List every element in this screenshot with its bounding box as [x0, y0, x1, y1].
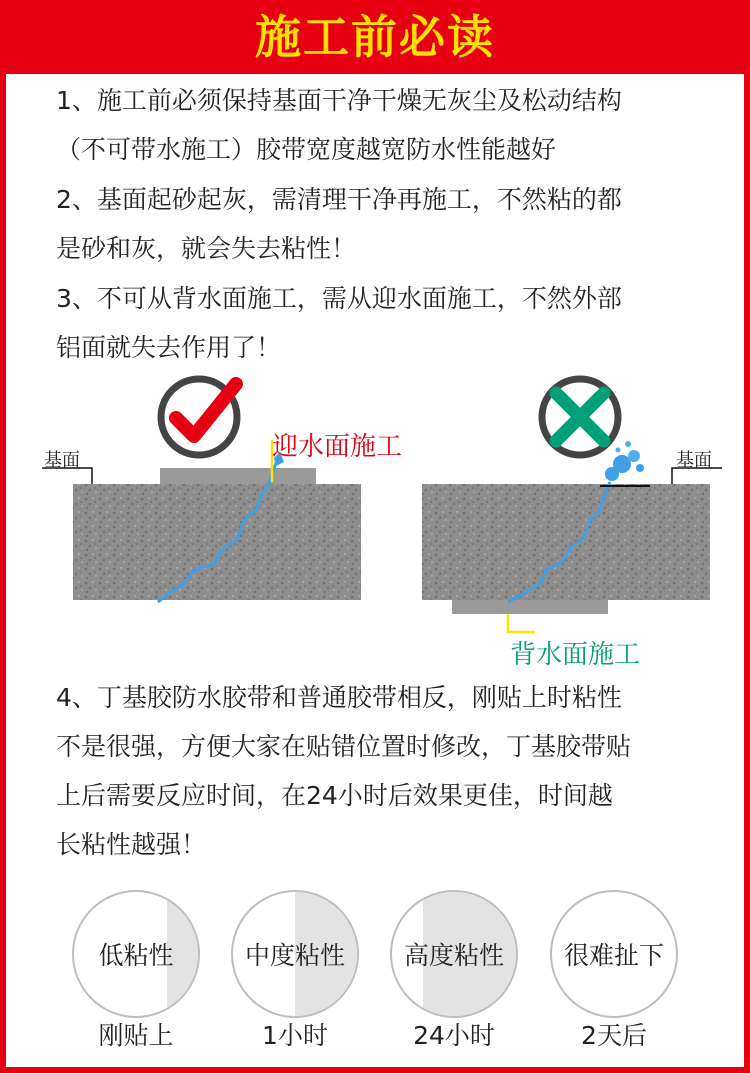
right-method-label: 背水面施工 — [510, 640, 641, 670]
instruction-1-line-2: （不可带水施工）胶带宽度越宽防水性能越好 — [56, 135, 557, 164]
instruction-2 — [56, 175, 706, 273]
stage-label-4: 很难扯下 — [563, 941, 664, 970]
right-water-splash — [605, 441, 644, 481]
stage-label-2: 中度粘性 — [244, 941, 345, 970]
stage-circle-3 — [390, 890, 518, 1018]
instruction-3-line-1: 3、不可从背水面施工，需从迎水面施工，不然外部 — [56, 284, 622, 313]
right-pointer-line — [508, 614, 535, 632]
instruction-4-line-1: 4、丁基胶防水胶带和普通胶带相反，刚贴上时粘性 — [56, 683, 622, 712]
instruction-2-line-1: 2、基面起砂起灰，需清理干净再施工，不然粘的都 — [56, 185, 622, 214]
stage-caption-1: 刚贴上 — [98, 1021, 174, 1050]
instruction-4-line-3: 上后需要反应时间，在24小时后效果更佳，时间越 — [56, 781, 613, 810]
left-tape — [160, 468, 316, 484]
stage-label-3: 高度粘性 — [403, 941, 504, 970]
stage-label-1: 低粘性 — [98, 941, 174, 970]
stage-caption-4: 2天后 — [581, 1021, 647, 1050]
right-concrete-slab — [422, 484, 710, 600]
page-title: 施工前必读 — [255, 10, 495, 64]
stage-circle-2 — [231, 890, 359, 1018]
stage-circle-1 — [72, 890, 200, 1018]
check-icon — [161, 379, 237, 455]
right-base-label: 基面 — [676, 450, 712, 471]
instruction-4-line-4: 长粘性越强！ — [56, 830, 207, 859]
right-tape — [452, 600, 608, 614]
cross-icon — [542, 379, 618, 455]
header-banner — [0, 0, 750, 74]
stage-caption-3: 24小时 — [413, 1021, 495, 1050]
adhesion-stages — [0, 888, 750, 1068]
instruction-2-line-2: 是砂和灰，就会失去粘性！ — [56, 234, 357, 263]
instruction-1-line-1: 1、施工前必须保持基面干净干燥无灰尘及松动结构 — [56, 86, 622, 115]
left-diagram — [42, 379, 361, 602]
stage-circle-4 — [550, 890, 678, 1018]
instruction-4 — [56, 673, 706, 869]
instruction-3-line-2: 铝面就失去作用了！ — [56, 333, 282, 362]
application-diagram — [0, 370, 750, 680]
left-base-label: 基面 — [44, 450, 80, 471]
instruction-3 — [56, 274, 706, 372]
left-concrete-slab — [73, 484, 361, 600]
left-method-label: 迎水面施工 — [272, 432, 403, 462]
stage-caption-2: 1小时 — [262, 1021, 328, 1050]
instruction-1 — [56, 76, 706, 174]
instruction-4-line-2: 不是很强，方便大家在贴错位置时修改，丁基胶带贴 — [56, 732, 632, 761]
right-diagram — [422, 379, 722, 632]
